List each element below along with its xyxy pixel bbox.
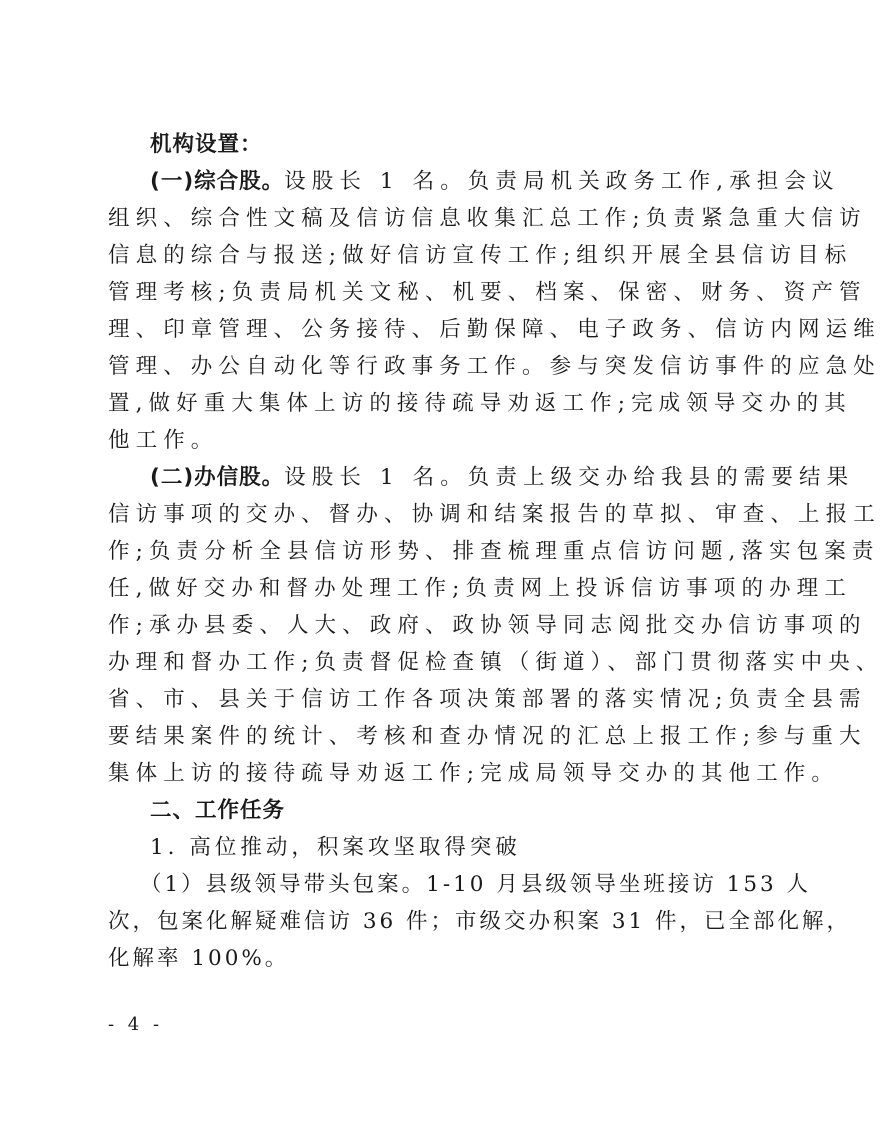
item-1-line-1: （1）县级领导带头包案。1-10 月县级领导坐班接访 153 人	[140, 872, 812, 897]
unit-2-line-9: 集体上访的接待疏导劝返工作;完成局领导交办的其他工作。	[108, 761, 839, 786]
unit-2-line-7: 省、市、县关于信访工作各项决策部署的落实情况;负责全县需	[108, 687, 867, 712]
unit-1-line-8: 他工作。	[108, 428, 219, 453]
unit-1-label: (一)综合股。	[150, 169, 285, 194]
item-1-line-2: 次，包案化解疑难信访 36 件；市级交办积案 31 件，已全部化解，	[108, 909, 852, 934]
unit-2-line-3: 作;负责分析全县信访形势、排查梳理重点信访问题,落实包案责	[108, 539, 880, 564]
unit-1-line-6: 管理、办公自动化等行政事务工作。参与突发信访事件的应急处	[108, 354, 881, 379]
unit-2-line-4: 任,做好交办和督办处理工作;负责网上投诉信访事项的办理工	[108, 576, 852, 601]
unit-2-line-2: 信访事项的交办、督办、协调和结案报告的草拟、审查、上报工	[108, 502, 881, 527]
unit-2-line-6: 办理和督办工作;负责督促检查镇（街道）、部门贯彻落实中央、	[108, 650, 883, 675]
unit-2-line-1	[150, 463, 855, 493]
unit-1-line-4: 管理考核;负责局机关文秘、机要、档案、保密、财务、资产管	[108, 280, 867, 305]
unit-2-line-5: 作;承办县委、人大、政府、政协领导同志阅批交办信访事项的	[108, 613, 867, 638]
section-title: 机构设置：	[150, 132, 263, 157]
unit-1-text: 设股长 1 名。负责局机关政务工作,承担会议	[284, 169, 840, 194]
unit-2-line-8: 要结果案件的统计、考核和查办情况的汇总上报工作;参与重大	[108, 724, 867, 749]
unit-2-label: (二)办信股。	[150, 465, 285, 490]
unit-1-line-1	[150, 167, 840, 197]
unit-1-line-5: 理、印章管理、公务接待、后勤保障、电子政务、信访内网运维	[108, 317, 881, 342]
unit-1-line-7: 置,做好重大集体上访的接待疏导劝返工作;完成领导交办的其	[108, 391, 852, 416]
unit-1-line-2: 组织、综合性文稿及信访信息收集汇总工作;负责紧急重大信访	[108, 206, 867, 231]
unit-2-text: 设股长 1 名。负责上级交办给我县的需要结果	[284, 465, 855, 490]
subsection-heading: 1. 高位推动，积案攻坚取得突破	[150, 835, 521, 860]
unit-1-line-3: 信息的综合与报送;做好信访宣传工作;组织开展全县信访目标	[108, 243, 853, 268]
page-number: - 4 -	[108, 1014, 164, 1035]
item-1-line-3: 化解率 100%。	[108, 946, 290, 971]
section-2-heading: 二、工作任务	[150, 798, 286, 823]
